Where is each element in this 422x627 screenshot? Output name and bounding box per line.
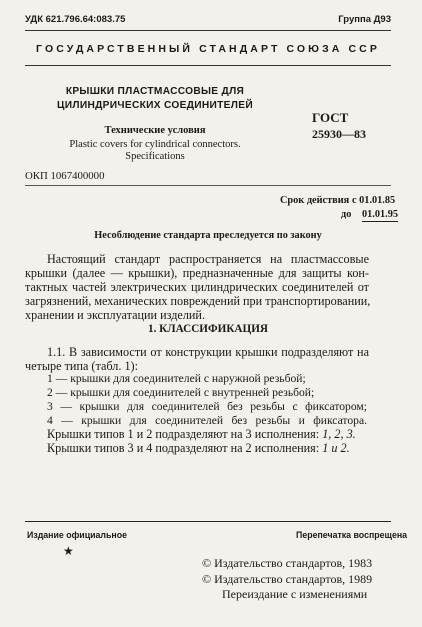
- clause-line-1: 1.1. В зависимости от конструкции крышки подразделяют на: [47, 345, 369, 359]
- type-item-2: 2 — крышки для соединителей с внутренней резьбой;: [47, 386, 315, 399]
- intro-line-2: крышки (далее — крышки), предназначенные для защиты кон-: [25, 266, 369, 280]
- doc-title-line1: КРЫШКИ ПЛАСТМАССОВЫЕ ДЛЯ: [65, 86, 245, 97]
- validity-to-date: 01.01.95: [362, 209, 399, 220]
- clause-line-2: четыре типа (табл. 1):: [25, 359, 138, 373]
- variants-line-2: [47, 441, 350, 455]
- law-note: Несоблюдение стандарта преследуется по закону: [94, 230, 322, 241]
- validity-from-date: с 01.01.85: [352, 195, 396, 206]
- variants-line-2-text: Крышки типов 3 и 4 подразделяют на 2 исполнения:: [47, 441, 320, 455]
- variants-line-2-values: 1 и 2.: [322, 441, 350, 455]
- doc-title-en-line1: Plastic covers for cylindrical connectors.: [69, 139, 241, 150]
- type-item-1: 1 — крышки для соединителей с наружной резьбой;: [47, 372, 306, 385]
- doc-title-en-line2: Specifications: [125, 151, 185, 162]
- validity-to-label: до: [341, 209, 352, 220]
- copyright-1989: © Издательство стандартов, 1989: [202, 572, 373, 586]
- star-icon: ★: [63, 544, 74, 558]
- intro-line-3: тактных частей электрических цилиндрических соединителей от: [25, 280, 369, 294]
- udk-code: УДК 621.796.64:083.75: [25, 14, 126, 25]
- variants-line-1-text: Крышки типов 1 и 2 подразделяют на 3 исполнения:: [47, 427, 320, 441]
- copyright-1983: © Издательство стандартов, 1983: [202, 556, 373, 570]
- reissue-note: Переиздание с изменениями: [222, 587, 368, 601]
- section-title: 1. КЛАССИФИКАЦИЯ: [147, 323, 268, 335]
- type-item-3: 3 — крышки для соединителей без резьбы с фиксатором;: [47, 400, 367, 413]
- intro-line-5: хранении и эксплуатации изделий.: [25, 308, 205, 322]
- header-rule-top: [25, 30, 391, 31]
- gost-label: ГОСТ: [312, 110, 349, 125]
- doc-subtitle: Технические условия: [104, 125, 206, 136]
- official-edition: Издание официальное: [27, 530, 127, 540]
- okp-code: ОКП 1067400000: [25, 170, 105, 182]
- variants-line-1-values: 1, 2, 3.: [322, 427, 356, 441]
- type-item-4: 4 — крышки для соединителей без резьбы и фиксатора.: [47, 414, 367, 427]
- reprint-notice: Перепечатка воспрещена: [296, 530, 408, 540]
- variants-line-1: [47, 427, 356, 441]
- gost-number: 25930—83: [312, 127, 366, 141]
- header-rule-bottom: [25, 65, 391, 66]
- standard-title: ГОСУДАРСТВЕННЫЙ СТАНДАРТ СОЮЗА ССР: [36, 43, 380, 55]
- title-block-rule: [25, 185, 391, 186]
- doc-title-line2: ЦИЛИНДРИЧЕСКИХ СОЕДИНИТЕЛЕЙ: [57, 100, 253, 111]
- intro-line-1: Настоящий стандарт распространяется на пластмассовые: [47, 252, 369, 266]
- footer-rule: [25, 521, 391, 522]
- validity-from-label: Срок действия: [280, 195, 350, 206]
- group-code: Группа Д93: [338, 14, 391, 25]
- intro-line-4: загрязнений, механических повреждений при транспортировании,: [25, 294, 371, 308]
